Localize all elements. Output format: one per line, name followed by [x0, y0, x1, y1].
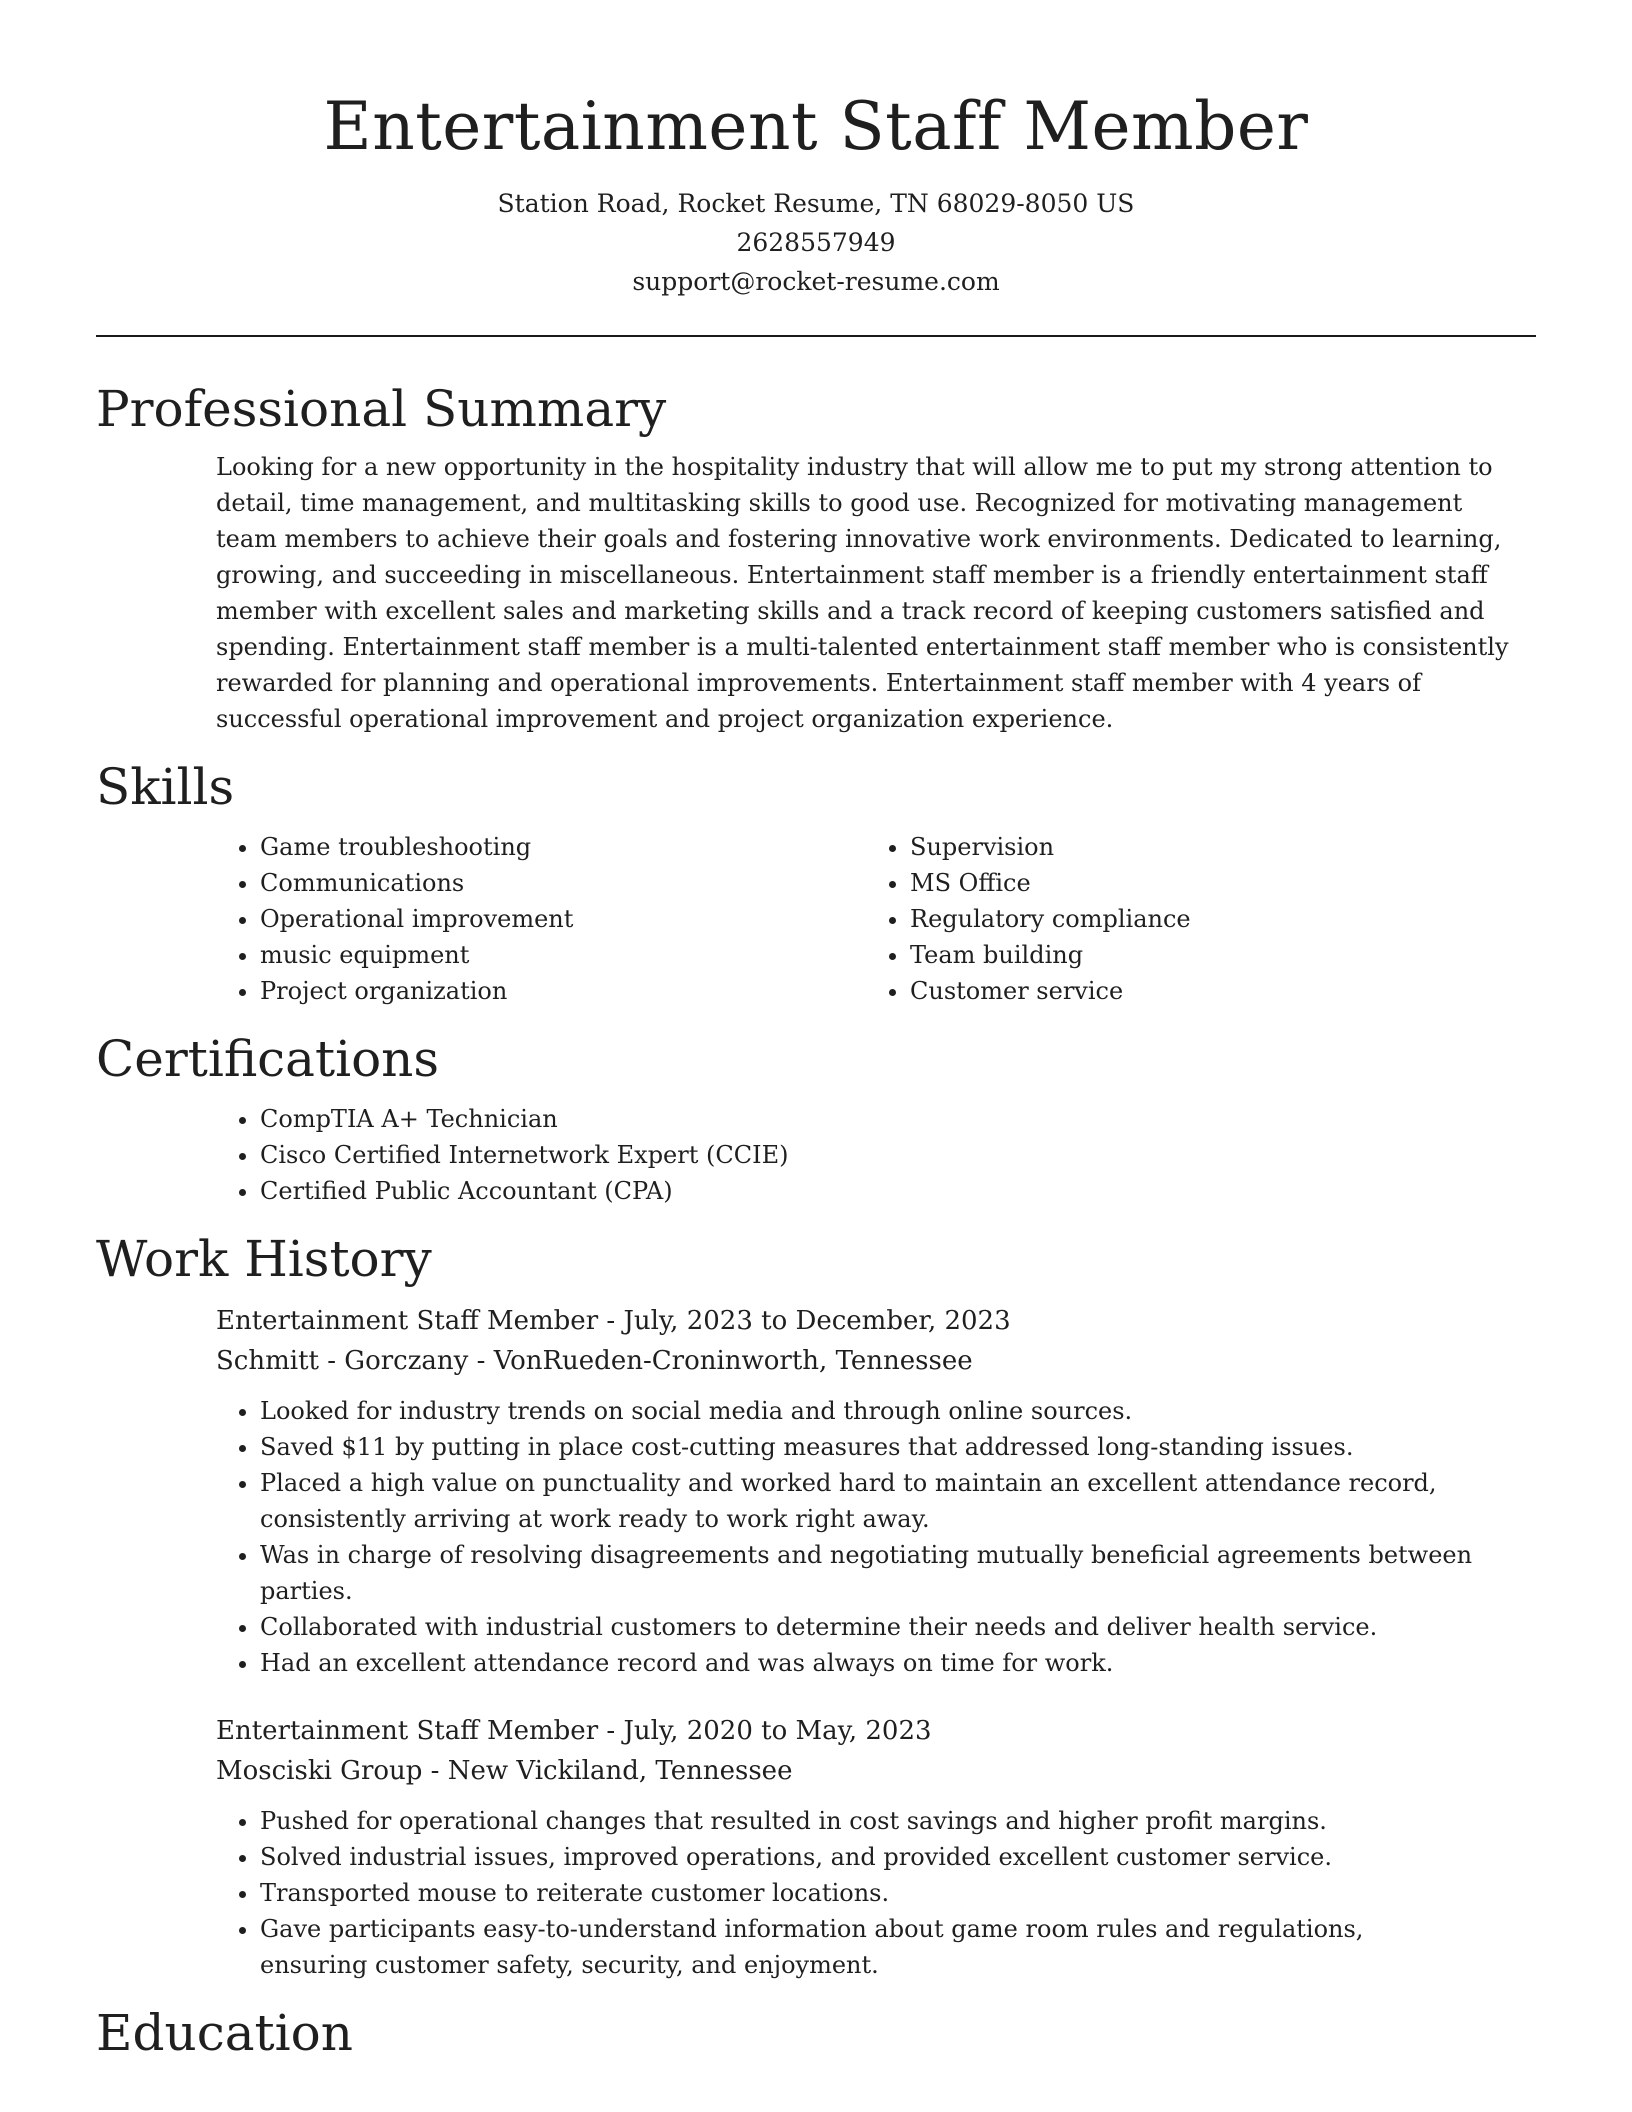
certifications-list: [216, 1101, 1536, 1209]
job-bullet: • Had an excellent attendance record and was always on time for work.: [260, 1645, 1476, 1681]
job-bullet: • Transported mouse to reiterate customer locations.: [260, 1875, 1476, 1911]
job-company: Mosciski Group: [216, 1756, 423, 1786]
job-bullet: • Collaborated with industrial customers to determine their needs and deliver health service.: [260, 1609, 1476, 1645]
skills-title: Skills: [96, 758, 235, 816]
job-bullets: [216, 1803, 1536, 1983]
skill-item: • Regulatory compliance: [910, 901, 1516, 937]
work-history-section: [96, 1227, 1536, 1983]
certification-item: • CompTIA A+ Technician: [260, 1101, 1536, 1137]
job-bullet: • Looked for industry trends on social media and through online sources.: [260, 1393, 1476, 1429]
job-entry: [216, 1711, 1536, 1983]
contact-address: Station Road, Rocket Resume, TN 68029-8050 US: [497, 189, 1135, 218]
work-history-title: Work History: [96, 1230, 432, 1288]
skill-item: • Team building: [910, 937, 1516, 973]
summary-section: [96, 377, 1536, 737]
candidate-name: Entertainment Staff Member: [323, 88, 1309, 165]
job-bullets: [216, 1393, 1536, 1681]
skill-item: • music equipment: [260, 937, 866, 973]
job-dates: July, 2020 to May, 2023: [623, 1716, 932, 1746]
skill-item: • MS Office: [910, 865, 1516, 901]
job-role-line: Entertainment Staff Member - July, 2020 to May, 2023: [216, 1716, 932, 1746]
skill-item: • Customer service: [910, 973, 1516, 1009]
job-role-line: Entertainment Staff Member - July, 2023 to December, 2023: [216, 1306, 1011, 1336]
job-role: Entertainment Staff Member: [216, 1306, 599, 1336]
job-company: Schmitt - Gorczany: [216, 1346, 469, 1376]
contact-email: support@rocket-resume.com: [632, 267, 1000, 296]
job-role: Entertainment Staff Member: [216, 1716, 599, 1746]
certification-item: • Cisco Certified Internetwork Expert (CCIE): [260, 1137, 1536, 1173]
certifications-section: [96, 1027, 1536, 1209]
skill-item: • Supervision: [910, 829, 1516, 865]
education-section: [96, 2001, 1536, 2065]
job-bullet: • Saved $11 by putting in place cost-cutting measures that addressed long-standing issues.: [260, 1429, 1476, 1465]
certification-item: • Certified Public Accountant (CPA): [260, 1173, 1536, 1209]
job-bullet: • Placed a high value on punctuality and worked hard to maintain an excellent attendance record, consistently arriving at work ready to work right away.: [260, 1465, 1476, 1537]
job-company-line: Mosciski Group - New Vickiland, Tennessee: [216, 1756, 793, 1786]
contact-phone: 2628557949: [736, 228, 896, 257]
skills-list-right: [866, 829, 1516, 1009]
job-bullet: • Pushed for operational changes that resulted in cost savings and higher profit margins.: [260, 1803, 1476, 1839]
job-entry: [216, 1301, 1536, 1681]
job-location: New Vickiland, Tennessee: [447, 1756, 793, 1786]
summary-title: Professional Summary: [96, 380, 667, 438]
skill-item: • Game troubleshooting: [260, 829, 866, 865]
header-divider: [96, 335, 1536, 337]
skill-item: • Communications: [260, 865, 866, 901]
job-bullet: • Solved industrial issues, improved operations, and provided excellent customer service.: [260, 1839, 1476, 1875]
certifications-title: Certifications: [96, 1030, 440, 1088]
education-title: Education: [96, 2004, 353, 2062]
skills-columns: [216, 829, 1536, 1009]
job-bullet: • Gave participants easy-to-understand information about game room rules and regulations, ensuring customer safety, security, and enjoyment.: [260, 1911, 1476, 1983]
skills-list-left: [216, 829, 866, 1009]
job-company-line: Schmitt - Gorczany - VonRueden-Croninworth, Tennessee: [216, 1346, 973, 1376]
skill-item: • Operational improvement: [260, 901, 866, 937]
job-dates: July, 2023 to December, 2023: [623, 1306, 1011, 1336]
skill-item: • Project organization: [260, 973, 866, 1009]
job-bullet: • Was in charge of resolving disagreements and negotiating mutually beneficial agreements between parties.: [260, 1537, 1476, 1609]
summary-text: Looking for a new opportunity in the hospitality industry that will allow me to put my strong attention to detail, time management, and multitasking skills to good use. Recognized for motivating management team members to achieve their goals and fostering innovative work environments. Dedicated to learning, growing, and succeeding in miscellaneous. Entertainment staff member is a friendly entertainment staff member with excellent sales and marketing skills and a track record of keeping customers satisfied and spending. Entertainment staff member is a multi-talented entertainment staff member who is consistently rewarded for planning and operational improvements. Entertainment staff member with 4 years of successful operational improvement and project organization experience.: [216, 453, 1509, 733]
skills-section: [96, 755, 1536, 1009]
resume-header: [96, 0, 1536, 301]
job-location: VonRueden-Croninworth, Tennessee: [493, 1346, 973, 1376]
